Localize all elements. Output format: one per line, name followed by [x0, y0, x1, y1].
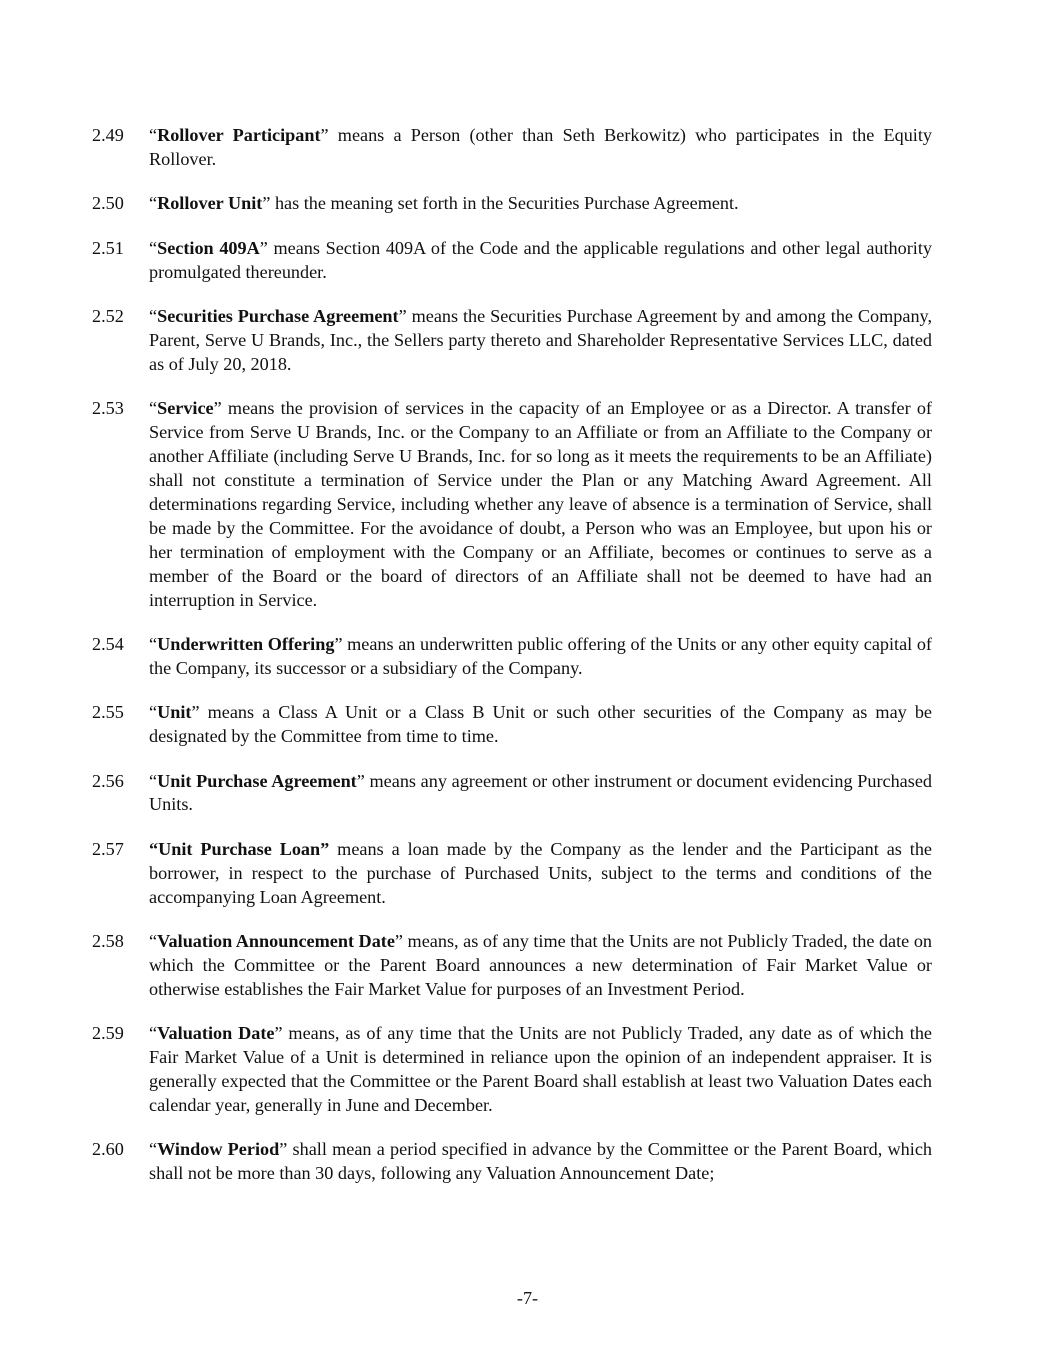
definition-text: [149, 633, 932, 681]
definition-text: [149, 770, 932, 818]
definition-2-60: [92, 1138, 932, 1186]
defined-term: “Unit Purchase Loan”: [149, 838, 330, 859]
definition-2-58: [92, 930, 932, 1002]
definition-text: [149, 305, 932, 377]
section-number: 2.51: [92, 237, 124, 258]
section-number: 2.59: [92, 1023, 124, 1044]
definition-2-52: [92, 305, 932, 377]
open-quote: “: [149, 633, 158, 654]
definition-body: means Section 409A of the Code and the applicable regulations and other legal authority promulgated thereunder.: [149, 237, 932, 282]
defined-term: Valuation Announcement Date: [157, 931, 395, 952]
definition-body: means a Class A Unit or a Class B Unit or such other securities of the Company as may be designated by the Committee from time to time.: [149, 702, 932, 747]
section-number: 2.53: [92, 398, 124, 419]
definition-2-49: [92, 124, 932, 172]
defined-term: Rollover Participant: [157, 125, 321, 145]
section-number: 2.56: [92, 770, 124, 791]
definition-2-53: [92, 397, 932, 612]
definition-body: means, as of any time that the Units are not Publicly Traded, the date on which the Committee or the Parent Board announces a new determination of Fair Market Value or otherwise establishes the Fair Market Value for purposes of an Investment Period.: [149, 931, 933, 999]
definition-2-59: [92, 1022, 932, 1118]
defined-term: Window Period: [157, 1139, 280, 1160]
definition-2-56: [92, 770, 932, 818]
definition-text: [149, 397, 932, 612]
open-quote: “: [149, 1023, 158, 1044]
definition-body: shall mean a period specified in advance by the Committee or the Parent Board, which shall not be more than 30 days, following any Valuation Announcement Date;: [149, 1139, 932, 1184]
definition-body: means the provision of services in the capacity of an Employee or as a Director. A transfer of Service from Serve U Brands, Inc. or the Company to an Affiliate or from an Affiliate to the Company or another Affiliate (including Serve U Brands, Inc. for so long as it meets the requirements to be an Affiliate) shall not constitute a termination of Service under the Plan or any Matching Award Agreement. All determinations regarding Service, including whether any leave of absence is a termination of Service, shall be made by the Committee. For the avoidance of doubt, a Person who was an Employee, but upon his or her termination of employment with the Company or an Affiliate, becomes or continues to serve as a member of the Board or the board of directors of an Affiliate shall not be deemed to have had an interruption in Service.: [149, 398, 932, 610]
definition-text: [149, 237, 932, 285]
section-number: 2.55: [92, 702, 124, 723]
open-quote: “: [149, 237, 158, 258]
close-quote: ”: [320, 125, 329, 145]
definition-body: means a Person (other than Seth Berkowitz) who participates in the Equity Rollover.: [149, 125, 932, 169]
definition-body: means any agreement or other instrument or document evidencing Purchased Units.: [149, 770, 932, 815]
close-quote: ”: [274, 1023, 283, 1044]
definition-2-55: [92, 701, 932, 749]
section-number: 2.58: [92, 931, 124, 952]
defined-term: Rollover Unit: [157, 193, 263, 214]
section-number: 2.54: [92, 633, 124, 654]
open-quote: “: [149, 702, 158, 723]
defined-term: Unit Purchase Agreement: [157, 770, 357, 791]
open-quote: “: [149, 193, 158, 214]
definition-body: means an underwritten public offering of the Units or any other equity capital of the Company, its successor or a subsidiary of the Company.: [149, 633, 932, 678]
defined-term: Securities Purchase Agreement: [157, 306, 399, 327]
definition-2-54: [92, 633, 932, 681]
definition-text: [149, 1022, 932, 1118]
close-quote: ”: [262, 193, 271, 214]
open-quote: “: [149, 770, 158, 791]
open-quote: “: [149, 1139, 158, 1160]
definition-text: [149, 1138, 932, 1186]
section-number: 2.49: [92, 125, 124, 145]
open-quote: “: [149, 931, 158, 952]
section-number: 2.52: [92, 306, 124, 327]
page-number: -7-: [516, 1288, 539, 1308]
definition-text: [149, 192, 932, 216]
close-quote: ”: [398, 306, 407, 327]
close-quote: ”: [394, 931, 403, 952]
close-quote: ”: [191, 702, 200, 723]
close-quote: ”: [259, 237, 268, 258]
open-quote: “: [149, 306, 158, 327]
definition-body: means, as of any time that the Units are not Publicly Traded, any date as of which the Fair Market Value of a Unit is determined in reliance upon the opinion of an independent appraiser. It is generally expected that the Committee or the Parent Board shall establish at least two Valuation Dates each calendar year, generally in June and December.: [149, 1023, 933, 1115]
definition-2-50: [92, 192, 932, 216]
close-quote: ”: [356, 770, 365, 791]
section-number: 2.57: [92, 838, 124, 859]
definition-body: means a loan made by the Company as the lender and the Participant as the borrower, in respect to the purchase of Purchased Units, subject to the terms and conditions of the accompanying Loan Agreement.: [149, 838, 932, 907]
definition-body: means the Securities Purchase Agreement by and among the Company, Parent, Serve U Brands, Inc., the Sellers party thereto and Shareholder Representative Services LLC, dated as of July 20, 2018.: [149, 306, 932, 374]
defined-term: Section 409A: [157, 237, 260, 258]
open-quote: “: [149, 125, 158, 145]
close-quote: ”: [334, 633, 343, 654]
definition-2-51: [92, 237, 932, 285]
defined-term: Service: [157, 398, 214, 419]
defined-term: Valuation Date: [157, 1023, 275, 1044]
section-number: 2.50: [92, 193, 124, 214]
close-quote: ”: [279, 1139, 288, 1160]
definition-text: [149, 838, 932, 910]
defined-term: Underwritten Offering: [157, 633, 335, 654]
open-quote: “: [149, 398, 158, 419]
defined-term: Unit: [157, 702, 192, 723]
close-quote: ”: [213, 398, 222, 419]
definition-2-57: [92, 838, 932, 910]
definition-text: [149, 701, 932, 749]
definition-text: [149, 124, 932, 172]
definitions-list: [92, 124, 932, 1186]
definition-text: [149, 930, 932, 1002]
section-number: 2.60: [92, 1139, 124, 1160]
definition-body: has the meaning set forth in the Securities Purchase Agreement.: [270, 193, 739, 214]
